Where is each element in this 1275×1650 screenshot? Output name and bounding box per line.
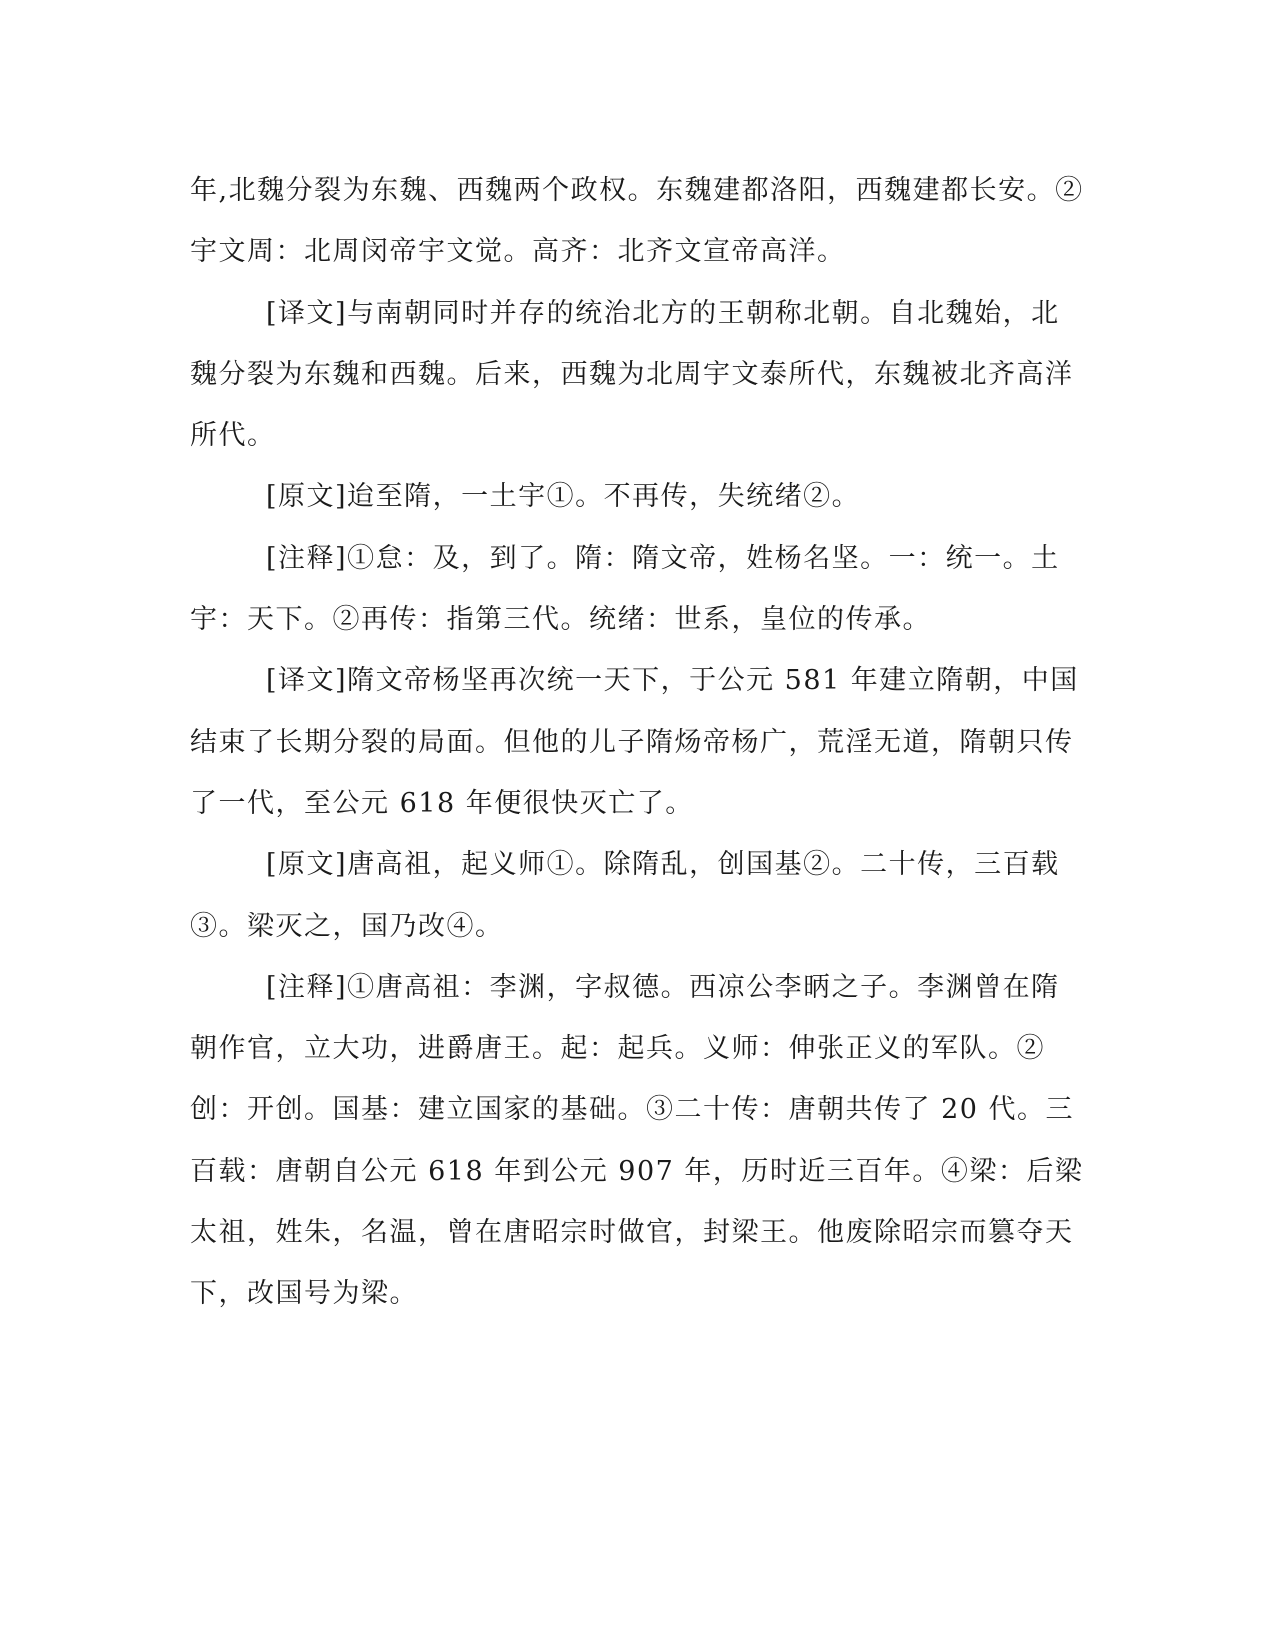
paragraph-continuation: 年,北魏分裂为东魏、西魏两个政权。东魏建都洛阳，西魏建都长安。②宇文周：北周闵帝宇文觉。高齐：北齐文宣帝高洋。: [190, 175, 1084, 268]
paragraph-original-tang: [原文]唐高祖，起义师①。除隋乱，创国基②。二十传，三百载③。梁灭之，国乃改④。: [190, 849, 1060, 942]
paragraph-annotation-tang: [注释]①唐高祖：李渊，字叔德。西凉公李昞之子。李渊曾在隋朝作官，立大功，进爵唐王。起：起兵。义师：伸张正义的军队。②创：开创。国基：建立国家的基础。③二十传：唐朝共传了 20 代。三百载：唐朝自公元 618 年到公元 907 年，历时近三百年。④梁：后梁太祖，姓朱，名温，曾在唐昭宗时做官，封梁王。他废除昭宗而篡夺天下，改国号为梁。: [190, 971, 1084, 1310]
paragraph-translation-1: [译文]与南朝同时并存的统治北方的王朝称北朝。自北魏始，北魏分裂为东魏和西魏。后来，西魏为北周宇文泰所代，东魏被北齐高洋所代。: [190, 297, 1074, 452]
document-body: [190, 160, 1085, 1325]
paragraph-annotation-sui: [注释]①怠：及，到了。隋：隋文帝，姓杨名坚。一：统一。土宇：天下。②再传：指第三代。统绪：世系，皇位的传承。: [190, 542, 1060, 636]
paragraph-original-sui: [原文]迨至隋，一土宇①。不再传，失统绪②。: [266, 481, 861, 513]
paragraph-translation-sui: [译文]隋文帝杨坚再次统一天下，于公元 581 年建立隋朝，中国结束了长期分裂的局面。但他的儿子隋炀帝杨广，荒淫无道，隋朝只传了一代，至公元 618 年便很快灭亡了。: [190, 665, 1079, 819]
